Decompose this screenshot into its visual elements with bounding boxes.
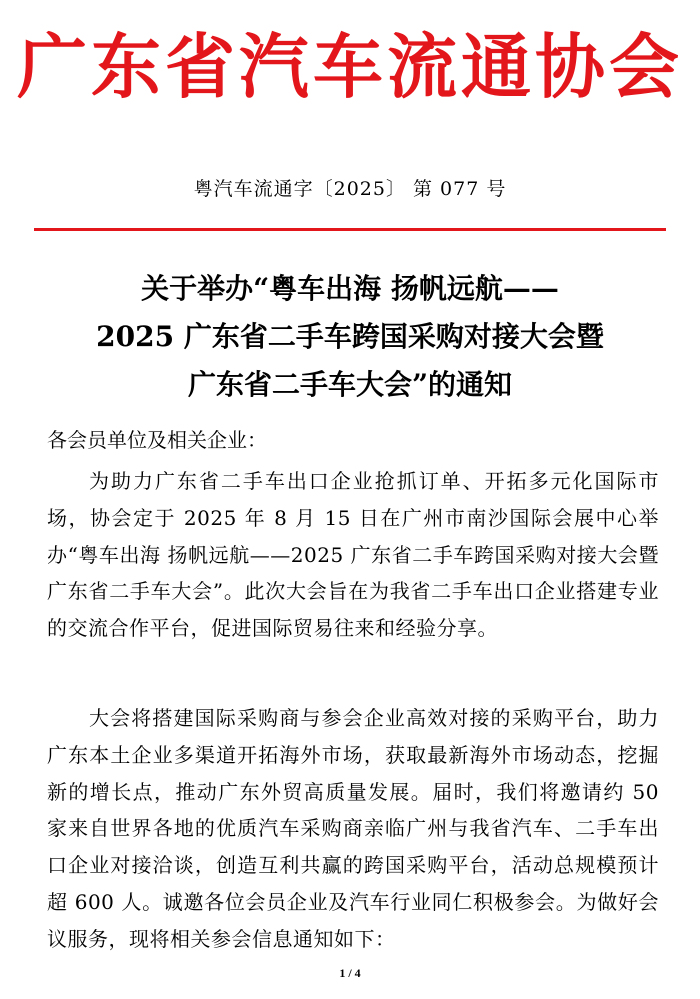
title-line-3: 广东省二手车大会”的通知 [187, 368, 513, 401]
salutation: 各会员单位及相关企业： [47, 428, 267, 452]
body-paragraph-2: 大会将搭建国际采购商与参会企业高效对接的采购平台，助力广东本土企业多渠道开拓海外市场，获取最新海外市场动态，挖掘新的增长点，推动广东外贸高质量发展。届时，我们将邀请约 50 家来自世界各地的优质汽车采购商亲临广州与我省汽车、二手车出口企业对接洽谈，创造互利共赢的跨国采购平台，活动总规模预计超 600 人。诚邀各位会员企业及汽车行业同仁积极参会。为做好会议服务，现将相关参会信息通知如下： [47, 706, 659, 951]
title-line-1: 关于举办“粤车出海 扬帆远航—— [141, 272, 559, 305]
body-paragraph-1: 为助力广东省二手车出口企业抢抓订单、开拓多元化国际市场，协会定于 2025 年 8 月 15 日在广州市南沙国际会展中心举办“粤车出海 扬帆远航——2025 广东省二手车跨国采购对接大会暨广东省二手车大会”。此次大会旨在为我省二手车出口企业搭建专业的交流合作平台，促进国际贸易往来和经验分享。 [47, 469, 659, 641]
page-number: 1 / 4 [339, 966, 361, 980]
document-number: 粤汽车流通字〔2025〕 第 077 号 [193, 178, 507, 200]
title-line-2: 2025 广东省二手车跨国采购对接大会暨 [96, 320, 604, 353]
notice-title [0, 265, 700, 409]
organization-header: 广东省汽车流通协会 [17, 25, 683, 108]
red-divider-line [34, 228, 666, 231]
